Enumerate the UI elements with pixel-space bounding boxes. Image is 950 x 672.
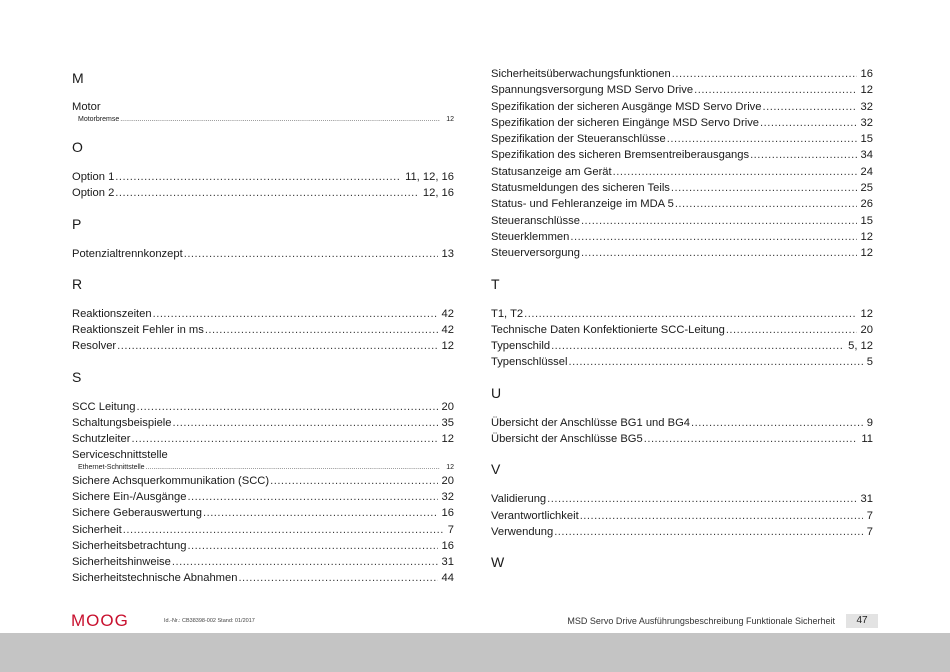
section-gap <box>72 296 454 306</box>
dot-leader <box>672 66 857 82</box>
bottom-band <box>0 633 950 672</box>
dot-leader <box>667 131 857 147</box>
index-entry <box>72 473 454 489</box>
section-gap <box>72 125 454 135</box>
index-entry-text: Statusanzeige am Gerät <box>491 165 612 178</box>
dot-leader <box>187 538 437 554</box>
svg-text:MOOG: MOOG <box>71 612 129 628</box>
index-entry-page: 25 <box>860 182 873 195</box>
index-entry <box>72 554 454 570</box>
index-entry-text: Statusmeldungen des sicheren Teils <box>491 182 670 195</box>
index-entry <box>491 180 873 196</box>
index-entry-text: Sichere Achsquerkommunikation (SCC) <box>72 474 270 487</box>
dot-leader <box>554 524 863 540</box>
index-entry-page: 11 <box>861 433 873 446</box>
index-entry-text: Schaltungsbeispiele <box>72 417 172 430</box>
index-entry <box>72 338 454 354</box>
index-entry-page: 5 <box>866 356 873 369</box>
section-gap <box>491 584 873 594</box>
dot-leader <box>551 338 844 354</box>
index-entry <box>72 399 454 415</box>
dot-leader <box>524 306 856 322</box>
index-entry-page: 42 <box>441 324 454 337</box>
index-entry <box>491 82 873 98</box>
page-number: 47 <box>846 614 878 628</box>
index-letter: M <box>72 70 84 86</box>
index-entry-page: 11, 12, 16 <box>405 171 454 183</box>
dot-leader <box>187 489 437 505</box>
index-entry <box>72 570 454 586</box>
index-entry-text: Verwendung <box>491 525 554 538</box>
index-entry-text: Potenzialtrennkonzept <box>72 247 183 260</box>
index-entry-page: 12 <box>441 433 454 446</box>
index-entry-page: 16 <box>860 68 873 80</box>
dot-leader <box>115 169 401 185</box>
index-entry-text: Spezifikation des sicheren Bremsentreiberausgangs <box>491 149 750 162</box>
index-entry <box>491 524 873 540</box>
index-letter: P <box>72 215 82 232</box>
index-entry-text: Spezifikation der Steueranschlüsse <box>491 133 666 146</box>
index-entry-text: Übersicht der Anschlüsse BG1 und BG4 <box>491 416 690 429</box>
dot-leader <box>547 491 856 507</box>
index-entry-page: 9 <box>866 416 873 429</box>
index-entry-page: 32 <box>441 490 454 503</box>
dot-leader <box>569 354 863 370</box>
index-entry-page: 34 <box>860 149 873 162</box>
dot-leader <box>131 431 437 447</box>
index-entry <box>491 115 873 131</box>
index-letter: W <box>491 554 505 571</box>
index-entry-page: 16 <box>441 539 454 552</box>
dot-leader <box>136 399 437 415</box>
dot-leader <box>123 522 444 538</box>
index-entry <box>72 489 454 505</box>
document-id: Id.-Nr.: CB38398-002 Stand: 01/2017 <box>164 618 255 624</box>
index-entry <box>491 213 873 229</box>
dot-leader <box>184 246 438 262</box>
index-entry-text: Sichere Geberauswertung <box>72 507 202 520</box>
index-entry-page: 5, 12 <box>848 340 873 353</box>
index-entry-text: T1, T2 <box>491 307 524 320</box>
dot-leader <box>613 164 857 180</box>
dot-leader <box>694 82 856 98</box>
index-entry <box>491 99 873 115</box>
index-entry-page: 35 <box>441 417 454 430</box>
document-title: MSD Servo Drive Ausführungsbeschreibung Funktionale Sicherheit <box>567 616 835 626</box>
dot-leader <box>671 180 857 196</box>
index-subentry <box>72 463 454 473</box>
section-gap <box>491 371 873 381</box>
dot-leader <box>153 306 438 322</box>
index-entry-page: 12 <box>860 84 873 97</box>
index-entry-text: Validierung <box>491 493 547 506</box>
index-entry <box>491 508 873 524</box>
section-gap <box>72 355 454 365</box>
index-letter: U <box>491 384 502 401</box>
index-entry-text: Sicherheitshinweise <box>72 556 171 569</box>
section-gap <box>72 389 454 399</box>
index-entry-text: Steueranschlüsse <box>491 214 580 227</box>
index-entry-page: 12 <box>441 340 454 353</box>
dot-leader <box>675 196 857 212</box>
index-entry <box>72 185 454 201</box>
index-entry <box>491 164 873 180</box>
index-entry-text: Sicherheitsüberwachungsfunktionen <box>491 68 671 80</box>
index-entry-text: Sicherheitstechnische Abnahmen <box>72 572 238 585</box>
dot-leader <box>760 115 857 131</box>
index-entry-page: 44 <box>441 572 454 585</box>
dot-leader <box>726 322 857 338</box>
dot-leader <box>117 338 437 354</box>
index-entry-text: Reaktionszeit Fehler in ms <box>72 324 204 337</box>
dot-leader <box>763 99 857 115</box>
index-entry <box>491 147 873 163</box>
section-gap <box>491 574 873 584</box>
index-entry-text: Reaktionszeiten <box>72 307 152 320</box>
section-gap <box>491 447 873 457</box>
index-entry-page: 12, 16 <box>422 187 454 200</box>
dot-leader <box>172 554 438 570</box>
index-entry-page: 20 <box>860 323 873 336</box>
index-entry-page: 20 <box>441 400 454 413</box>
dot-leader <box>120 115 440 125</box>
moog-logo <box>71 612 153 633</box>
dot-leader <box>691 415 863 431</box>
index-entry <box>491 354 873 370</box>
index-column-left <box>72 66 454 597</box>
dot-leader <box>570 229 856 245</box>
index-letter: S <box>72 368 82 385</box>
index-subentry-page: 12 <box>446 116 454 123</box>
index-letter: T <box>491 275 500 292</box>
index-entry <box>491 491 873 507</box>
index-entry-page: 42 <box>441 307 454 320</box>
index-entry-page: 26 <box>860 198 873 211</box>
index-entry-page: 31 <box>441 556 454 569</box>
index-subentry-text: Ethernet-Schnittstelle <box>78 463 145 471</box>
index-subentry-text: Motorbremse <box>78 116 120 123</box>
index-entry <box>491 245 873 261</box>
index-entry-page: 32 <box>860 116 873 129</box>
index-entry <box>72 169 454 185</box>
index-entry-text: Resolver <box>72 340 117 353</box>
index-entry-page: 24 <box>860 165 873 178</box>
index-entry-page: 12 <box>860 230 873 243</box>
dot-leader <box>146 463 441 473</box>
index-entry-text: Steuerversorgung <box>491 247 580 260</box>
index-entry-page: 7 <box>866 525 873 538</box>
index-entry-page: 32 <box>860 100 873 113</box>
index-entry <box>72 505 454 521</box>
section-gap <box>491 262 873 272</box>
index-entry <box>72 415 454 431</box>
index-entry-page: 20 <box>441 474 454 487</box>
section-gap <box>72 587 454 597</box>
index-entry-page: 31 <box>860 493 873 506</box>
section-gap <box>72 202 454 212</box>
index-entry-page: 12 <box>860 247 873 260</box>
index-entry-text: Typenschlüssel <box>491 356 568 369</box>
index-entry-page: 15 <box>860 214 873 227</box>
index-subentry <box>72 115 454 125</box>
dot-leader <box>581 213 857 229</box>
index-entry <box>491 322 873 338</box>
index-entry-text: Sicherheit <box>72 523 122 536</box>
index-entry-heading: Motor <box>72 101 101 113</box>
dot-leader <box>750 147 856 163</box>
section-gap <box>72 262 454 272</box>
dot-leader <box>270 473 437 489</box>
dot-leader <box>203 505 438 521</box>
dot-leader <box>238 570 437 586</box>
index-letter: R <box>72 275 83 292</box>
index-entry <box>491 131 873 147</box>
index-entry <box>72 306 454 322</box>
section-gap <box>72 159 454 169</box>
index-entry-text: Sicherheitsbetrachtung <box>72 539 187 552</box>
section-gap <box>491 540 873 550</box>
index-letter: V <box>491 461 501 478</box>
index-entry-text: Schutzleiter <box>72 433 131 446</box>
index-column-right <box>491 66 873 594</box>
dot-leader <box>115 185 419 201</box>
index-entry-heading: Serviceschnittstelle <box>72 448 168 461</box>
section-gap <box>491 481 873 491</box>
index-entry-text: Sichere Ein-/Ausgänge <box>72 490 187 503</box>
index-entry <box>491 229 873 245</box>
index-entry-page: 15 <box>860 133 873 146</box>
index-entry-text: Typenschild <box>491 340 551 353</box>
index-entry-text: Spezifikation der sicheren Eingänge MSD Servo Drive <box>491 116 760 129</box>
index-entry-text: Verantwortlichkeit <box>491 509 579 522</box>
index-entry-text: Option 1 <box>72 171 115 183</box>
dot-leader <box>580 508 863 524</box>
index-entry <box>72 522 454 538</box>
index-entry-page: 13 <box>441 247 454 260</box>
dot-leader <box>644 431 858 447</box>
dot-leader <box>173 415 438 431</box>
section-gap <box>491 405 873 415</box>
index-letter: O <box>72 139 83 155</box>
index-entry-text: Technische Daten Konfektionierte SCC-Leitung <box>491 323 725 336</box>
index-entry <box>72 431 454 447</box>
index-entry <box>491 196 873 212</box>
section-gap <box>72 90 454 100</box>
index-entry <box>491 66 873 82</box>
index-entry-text: Spezifikation der sicheren Ausgänge MSD Servo Drive <box>491 100 762 113</box>
index-entry-text: Status- und Fehleranzeige im MDA 5 <box>491 198 674 211</box>
index-entry-text: Option 2 <box>72 187 115 200</box>
index-subentry-page: 12 <box>446 463 454 471</box>
index-entry <box>491 306 873 322</box>
index-entry-text: Spannungsversorgung MSD Servo Drive <box>491 84 694 97</box>
index-entry-page: 16 <box>441 507 454 520</box>
index-entry-text: Steuerklemmen <box>491 230 570 243</box>
dot-leader <box>581 245 857 261</box>
index-entry-text: SCC Leitung <box>72 400 136 413</box>
section-gap <box>72 236 454 246</box>
index-entry <box>72 246 454 262</box>
index-entry-text: Übersicht der Anschlüsse BG5 <box>491 433 643 446</box>
index-entry <box>491 338 873 354</box>
index-entry-page: 7 <box>866 509 873 522</box>
section-gap <box>491 296 873 306</box>
dot-leader <box>205 322 438 338</box>
index-entry-page: 7 <box>447 523 454 536</box>
index-entry <box>491 431 873 447</box>
index-entry <box>72 322 454 338</box>
index-entry <box>491 415 873 431</box>
index-entry <box>72 538 454 554</box>
index-entry-page: 12 <box>860 307 873 320</box>
